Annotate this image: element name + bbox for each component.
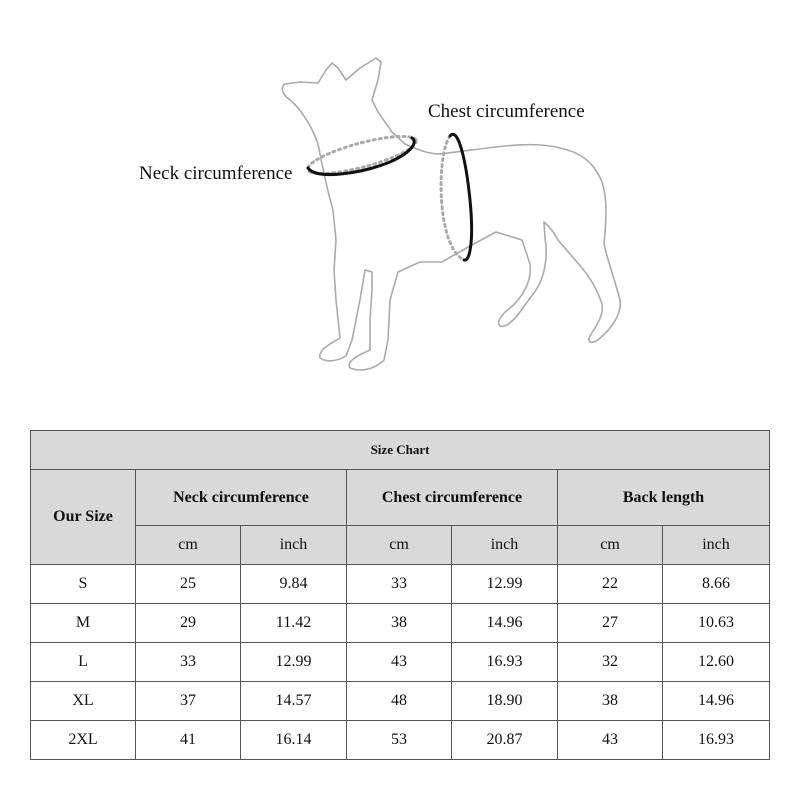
table-row	[31, 643, 770, 682]
table-row	[31, 721, 770, 760]
value-cell: 41	[136, 721, 241, 760]
unit-header: inch	[241, 526, 347, 565]
value-cell: 10.63	[663, 604, 770, 643]
value-cell: 27	[558, 604, 663, 643]
value-cell: 37	[136, 682, 241, 721]
value-cell: 20.87	[452, 721, 558, 760]
value-cell: 14.96	[663, 682, 770, 721]
value-cell: 32	[558, 643, 663, 682]
unit-header: cm	[347, 526, 452, 565]
value-cell: 22	[558, 565, 663, 604]
back-length-header: Back length	[558, 470, 770, 526]
table-row	[31, 604, 770, 643]
unit-header: inch	[663, 526, 770, 565]
size-chart-title: Size Chart	[31, 431, 770, 470]
value-cell: 16.93	[663, 721, 770, 760]
value-cell: 12.60	[663, 643, 770, 682]
size-cell: XL	[31, 682, 136, 721]
value-cell: 12.99	[241, 643, 347, 682]
size-cell: M	[31, 604, 136, 643]
size-cell: S	[31, 565, 136, 604]
value-cell: 14.96	[452, 604, 558, 643]
unit-header: inch	[452, 526, 558, 565]
value-cell: 8.66	[663, 565, 770, 604]
value-cell: 12.99	[452, 565, 558, 604]
value-cell: 33	[136, 643, 241, 682]
value-cell: 16.93	[452, 643, 558, 682]
value-cell: 16.14	[241, 721, 347, 760]
value-cell: 43	[347, 643, 452, 682]
unit-header: cm	[558, 526, 663, 565]
value-cell: 38	[347, 604, 452, 643]
unit-header: cm	[136, 526, 241, 565]
value-cell: 43	[558, 721, 663, 760]
value-cell: 53	[347, 721, 452, 760]
size-cell: L	[31, 643, 136, 682]
value-cell: 29	[136, 604, 241, 643]
value-cell: 11.42	[241, 604, 347, 643]
chest-loop-back	[441, 136, 464, 260]
value-cell: 9.84	[241, 565, 347, 604]
value-cell: 38	[558, 682, 663, 721]
value-cell: 14.57	[241, 682, 347, 721]
chest-circumference-header: Chest circumference	[347, 470, 558, 526]
value-cell: 48	[347, 682, 452, 721]
size-chart-table	[30, 430, 770, 760]
value-cell: 33	[347, 565, 452, 604]
value-cell: 18.90	[452, 682, 558, 721]
table-row	[31, 565, 770, 604]
our-size-header: Our Size	[31, 470, 136, 565]
value-cell: 25	[136, 565, 241, 604]
table-row	[31, 682, 770, 721]
neck-circumference-label: Neck circumference	[139, 163, 293, 184]
size-cell: 2XL	[31, 721, 136, 760]
neck-circumference-header: Neck circumference	[136, 470, 347, 526]
chest-circumference-label: Chest circumference	[428, 101, 585, 122]
